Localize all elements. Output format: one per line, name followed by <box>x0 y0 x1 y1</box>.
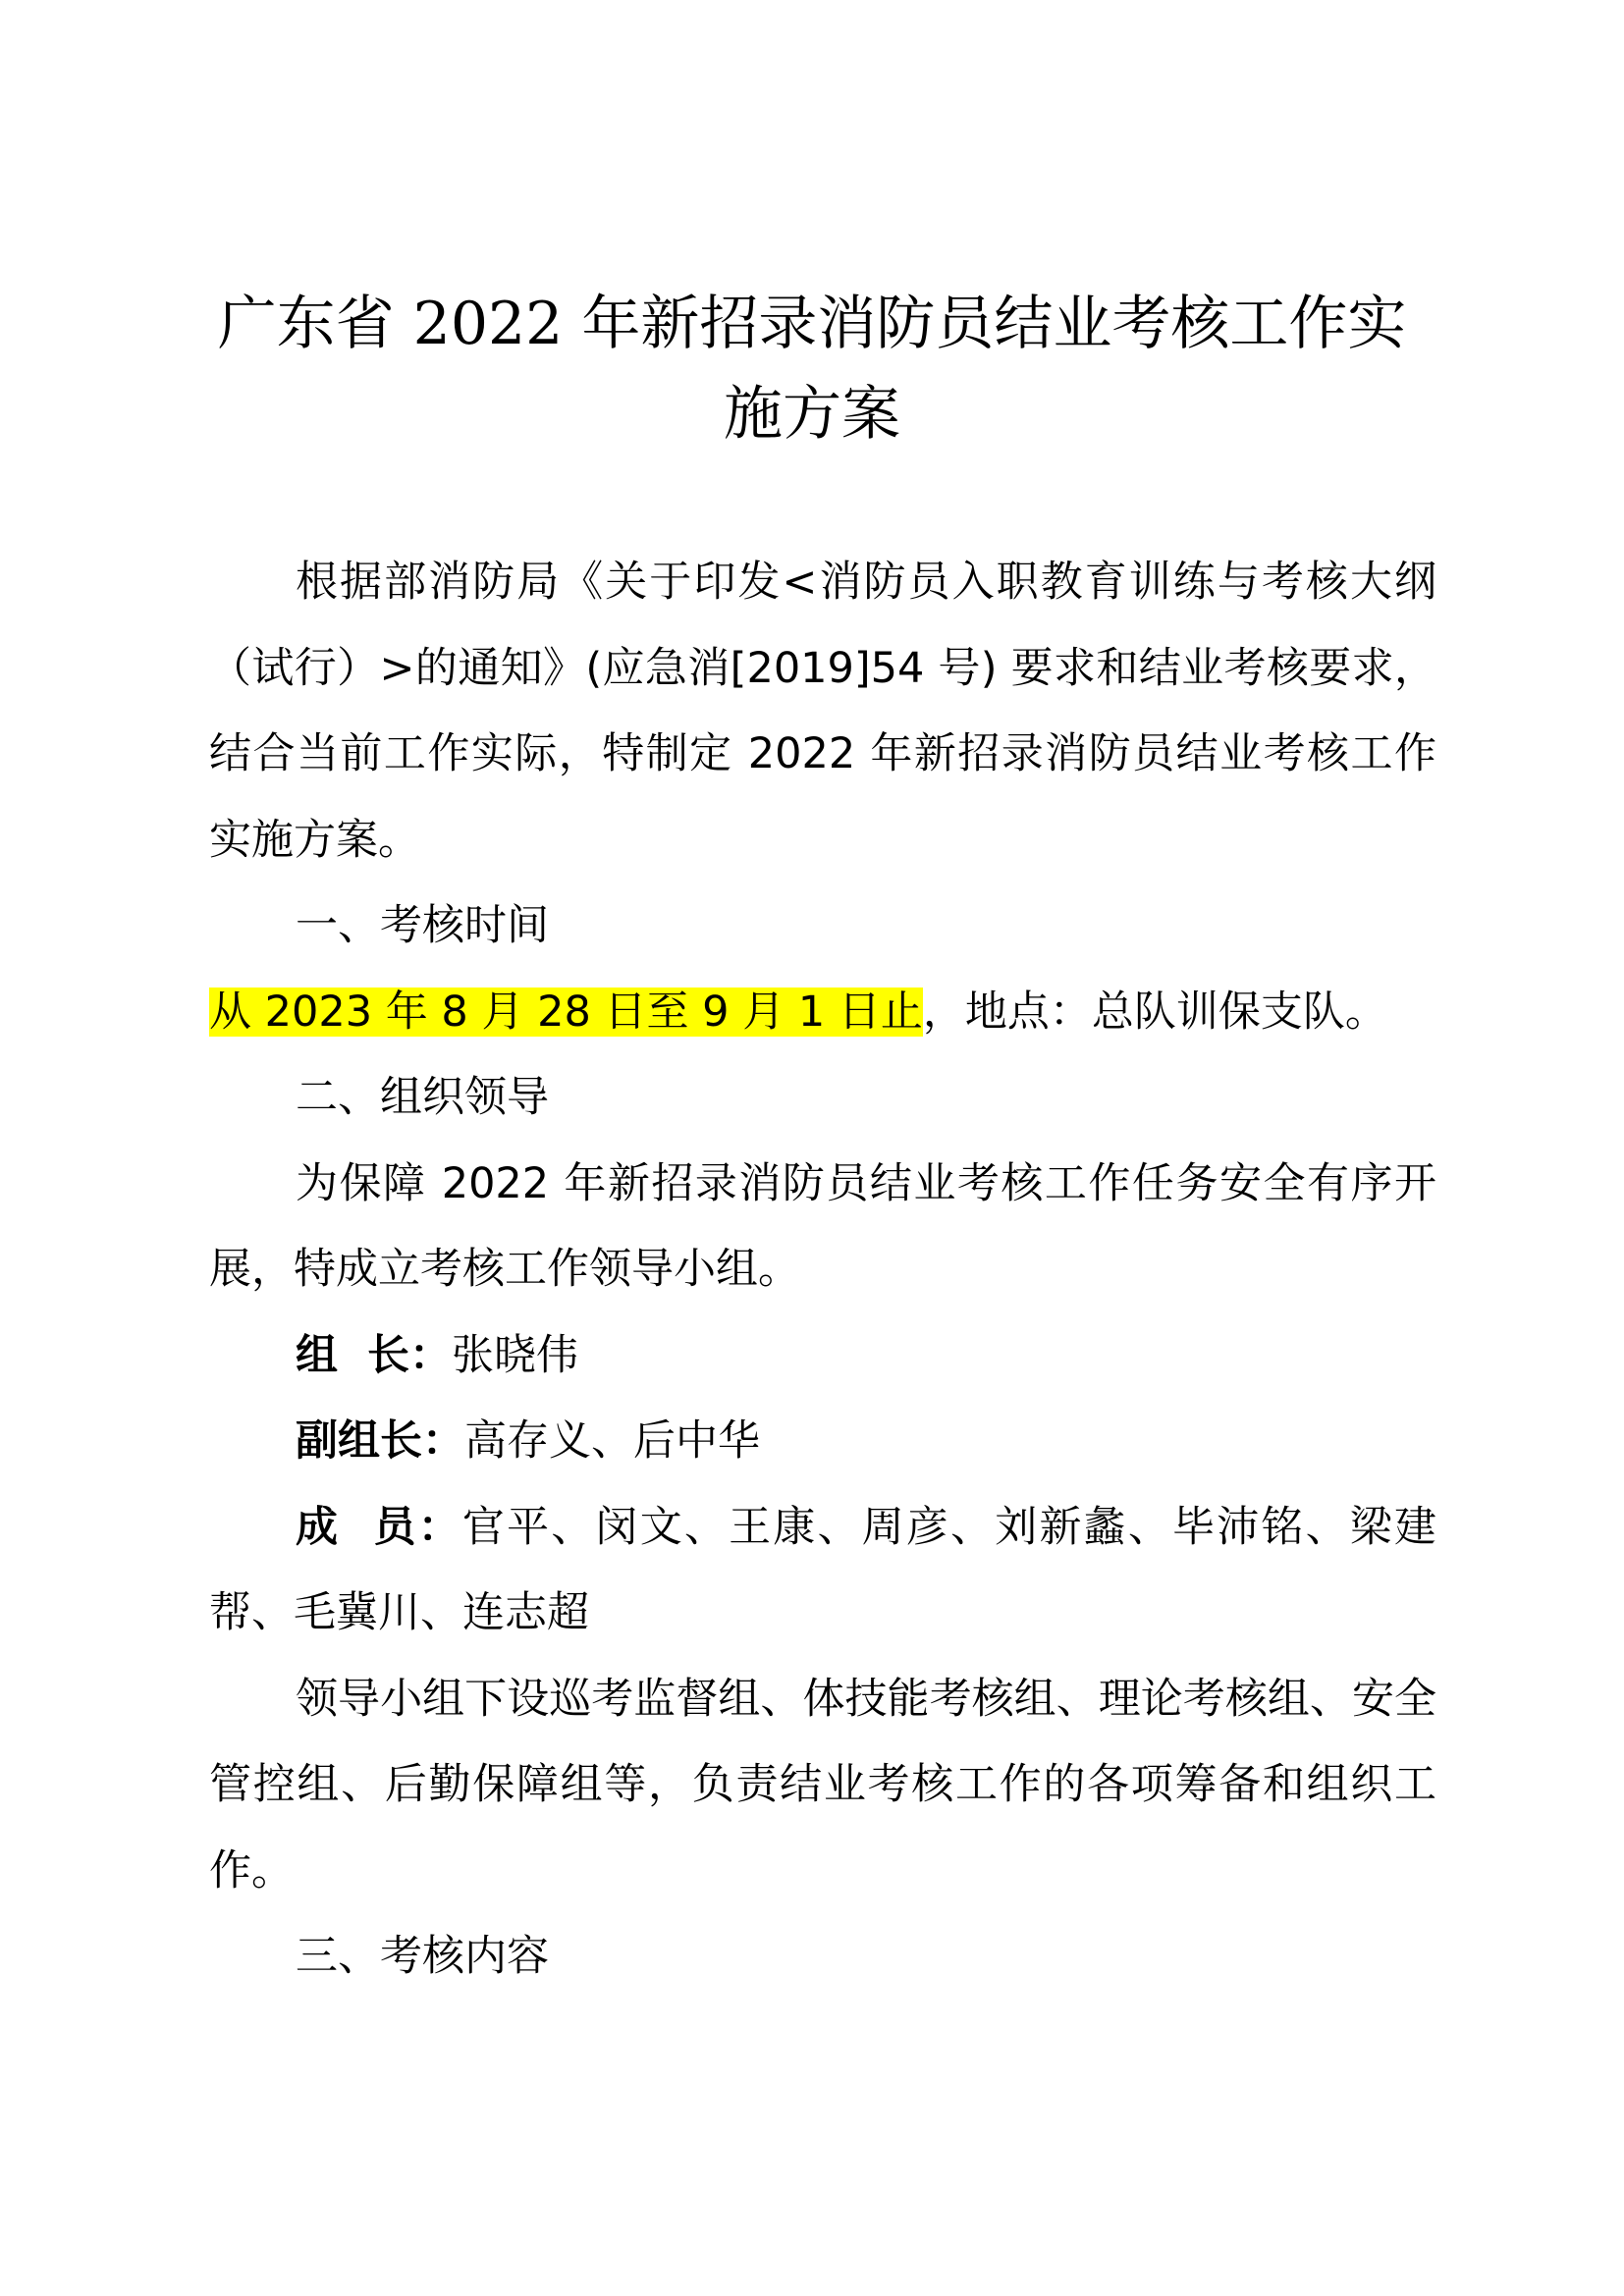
exam-time-paragraph <box>209 970 1436 1056</box>
deputy-label: 副组长： <box>296 1416 464 1466</box>
leader-label: 组 长： <box>296 1330 452 1380</box>
groups-paragraph: 领导小组下设巡考监督组、体技能考核组、理论考核组、安全管控组、后勤保障组等，负责结业考核工作的各项筹备和组织工作。 <box>209 1674 1436 1896</box>
section-2-heading: 二、组织领导 <box>296 1073 549 1122</box>
title-line-2: 施方案 <box>724 380 900 449</box>
section-3-heading: 三、考核内容 <box>296 1932 549 1981</box>
title-line-1: 广东省 2022 年新招录消防员结业考核工作实 <box>217 290 1407 358</box>
leader-value: 张晓伟 <box>451 1330 578 1380</box>
exam-date-highlight: 从 2023 年 8 月 28 日至 9 月 1 日止 <box>209 987 923 1037</box>
document-body <box>209 540 1436 2001</box>
document-title <box>187 279 1437 459</box>
section-1-heading: 一、考核时间 <box>296 901 549 950</box>
leader-line <box>209 1313 1436 1400</box>
exam-location-text: ，地点：总队训保支队。 <box>922 987 1387 1037</box>
deputy-value: 高存义、后中华 <box>464 1416 760 1466</box>
org-intro-paragraph: 为保障 2022 年新招录消防员结业考核工作任务安全有序开展，特成立考核工作领导小组。 <box>209 1158 1436 1294</box>
members-line <box>209 1485 1436 1657</box>
deputy-line <box>209 1399 1436 1485</box>
intro-paragraph: 根据部消防局《关于印发<消防员入职教育训练与考核大纲（试行）>的通知》(应急消[2019]54 号) 要求和结业考核要求，结合当前工作实际，特制定 2022 年新招录消防员结业考核工作实施方案。 <box>209 558 1436 865</box>
members-value: 官平、闵文、王康、周彦、刘新蠡、毕沛铭、梁建帮、毛冀川、连志超 <box>209 1502 1436 1637</box>
members-label: 成 员： <box>296 1502 462 1552</box>
